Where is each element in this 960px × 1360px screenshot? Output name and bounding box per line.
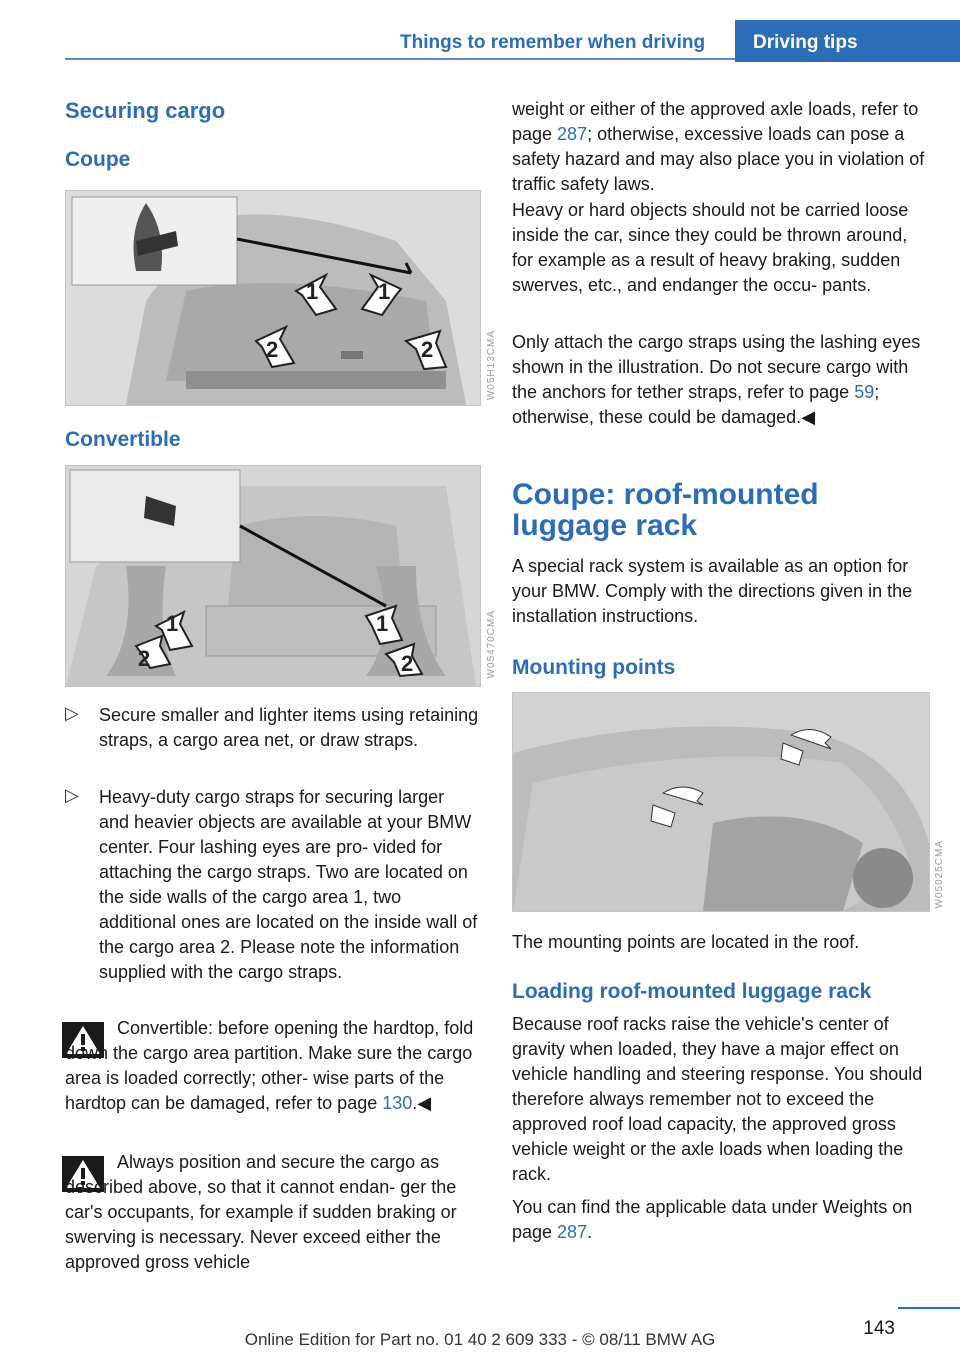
roof-rack-heading: Coupe: roof-mounted luggage rack bbox=[512, 478, 819, 542]
page-number: 143 bbox=[863, 1318, 895, 1339]
coupe-figure-code: W05H13CMA bbox=[486, 330, 497, 401]
list-item: Heavy-duty cargo straps for securing larger and heavier objects are available at your BMW center. Four lashing eyes are pro- vided for attaching the cargo straps. Two are located on the side walls of the cargo area 1, two additional ones are located on the inside wall of the cargo area 2. Please note the information supplied with the cargo straps. bbox=[99, 787, 478, 982]
convertible-figure-code: W05470CMA bbox=[486, 610, 497, 679]
header-rule bbox=[65, 58, 735, 60]
convertible-cargo-figure bbox=[65, 465, 481, 687]
end-mark: ◀ bbox=[417, 1093, 432, 1113]
callout-1-left: 1 bbox=[306, 279, 319, 304]
weights-text: You can find the applicable data under Weights on page bbox=[512, 1197, 913, 1242]
warning-hardtop-body: Convertible: before opening the hardtop, fold down the cargo area partition. Make sure the cargo area is loaded correctly; other- wise parts of the hardtop can be damaged, refer to page bbox=[65, 1018, 474, 1113]
continued-paragraph bbox=[512, 97, 926, 197]
header-chapter-tab: Driving tips bbox=[735, 20, 960, 62]
continued-text: weight or either of the approved axle loads, refer to page bbox=[512, 99, 919, 144]
mounting-points-heading: Mounting points bbox=[512, 656, 676, 679]
conv-callout-2-right: 2 bbox=[401, 651, 414, 676]
mounting-points-text: The mounting points are located in the roof. bbox=[512, 932, 860, 952]
coupe-cargo-illustration bbox=[66, 191, 480, 405]
coupe-heading: Coupe bbox=[65, 148, 131, 171]
edition-footer: Online Edition for Part no. 01 40 2 609 333 - © 08/11 BMW AG bbox=[244, 1330, 716, 1349]
loading-rack-text: Because roof racks raise the vehicle's center of gravity when loaded, they have a major effect on vehicle handling and steering response. You should therefore always remember not to exceed the approved roof load capacity, the approved gross vehicle weight or the axle loads when loading the rack. bbox=[512, 1014, 923, 1184]
callout-2-left: 2 bbox=[266, 337, 279, 362]
attach-text-tail: ; otherwise, these could be damaged. bbox=[512, 382, 880, 427]
list-item: Secure smaller and lighter items using retaining straps, a cargo area net, or draw straps. bbox=[99, 705, 479, 750]
callout-1-right: 1 bbox=[378, 279, 391, 304]
end-mark: ◀ bbox=[801, 407, 816, 427]
page-ref-59[interactable]: 59 bbox=[854, 382, 875, 402]
attach-paragraph bbox=[512, 330, 926, 430]
footer-rule bbox=[898, 1307, 960, 1309]
conv-callout-1-left: 1 bbox=[166, 611, 179, 636]
loading-rack-heading: Loading roof-mounted luggage rack bbox=[512, 980, 872, 1003]
page-ref-287b[interactable]: 287 bbox=[557, 1222, 588, 1242]
conv-callout-2-left: 2 bbox=[138, 646, 151, 671]
convertible-heading: Convertible bbox=[65, 428, 181, 451]
securing-cargo-heading: Securing cargo bbox=[65, 98, 226, 123]
roof-illustration bbox=[513, 693, 929, 911]
coupe-cargo-figure bbox=[65, 190, 481, 406]
callout-2-right: 2 bbox=[421, 337, 434, 362]
conv-callout-1-right: 1 bbox=[376, 611, 389, 636]
page-ref-130[interactable]: 130 bbox=[382, 1093, 413, 1113]
mounting-figure-code: W05025CMA bbox=[934, 840, 945, 909]
weights-paragraph bbox=[512, 1195, 926, 1245]
header-section-title: Things to remember when driving bbox=[400, 32, 706, 53]
heavy-objects-paragraph: Heavy or hard objects should not be carried loose inside the car, since they could be thrown around, for example as a result of heavy braking, sudden swerves, etc., and endanger the occu- pants. bbox=[512, 200, 909, 295]
warning-hardtop-text: Convertible: before opening the hardtop, fold down the cargo area partition. Make sure the cargo area is loaded correctly; other- wise parts of the hardtop can be damaged, refer to page 130.◀ bbox=[65, 1018, 474, 1113]
warning-position-text: Always position and secure the cargo as described above, so that it cannot endan- ger the car's occupants, for example if sudden braking or swerving is necessary. Never exceed either the approved gross vehicle bbox=[65, 1152, 457, 1272]
continued-text-tail: ; otherwise, excessive loads can pose a safety hazard and may also place you in violation of traffic safety laws. bbox=[512, 124, 925, 194]
page-ref-287[interactable]: 287 bbox=[557, 124, 588, 144]
bullet-marker: ▷ bbox=[65, 703, 79, 723]
mounting-points-figure bbox=[512, 692, 930, 912]
weights-text-tail: . bbox=[587, 1222, 593, 1242]
attach-text: Only attach the cargo straps using the lashing eyes shown in the illustration. Do not secure cargo with the anchors for tether straps, refer to page bbox=[512, 332, 921, 402]
bullet-marker: ▷ bbox=[65, 785, 79, 805]
roof-rack-intro: A special rack system is available as an option for your BMW. Comply with the directions given in the installation instructions. bbox=[512, 556, 913, 626]
convertible-cargo-illustration bbox=[66, 466, 480, 686]
